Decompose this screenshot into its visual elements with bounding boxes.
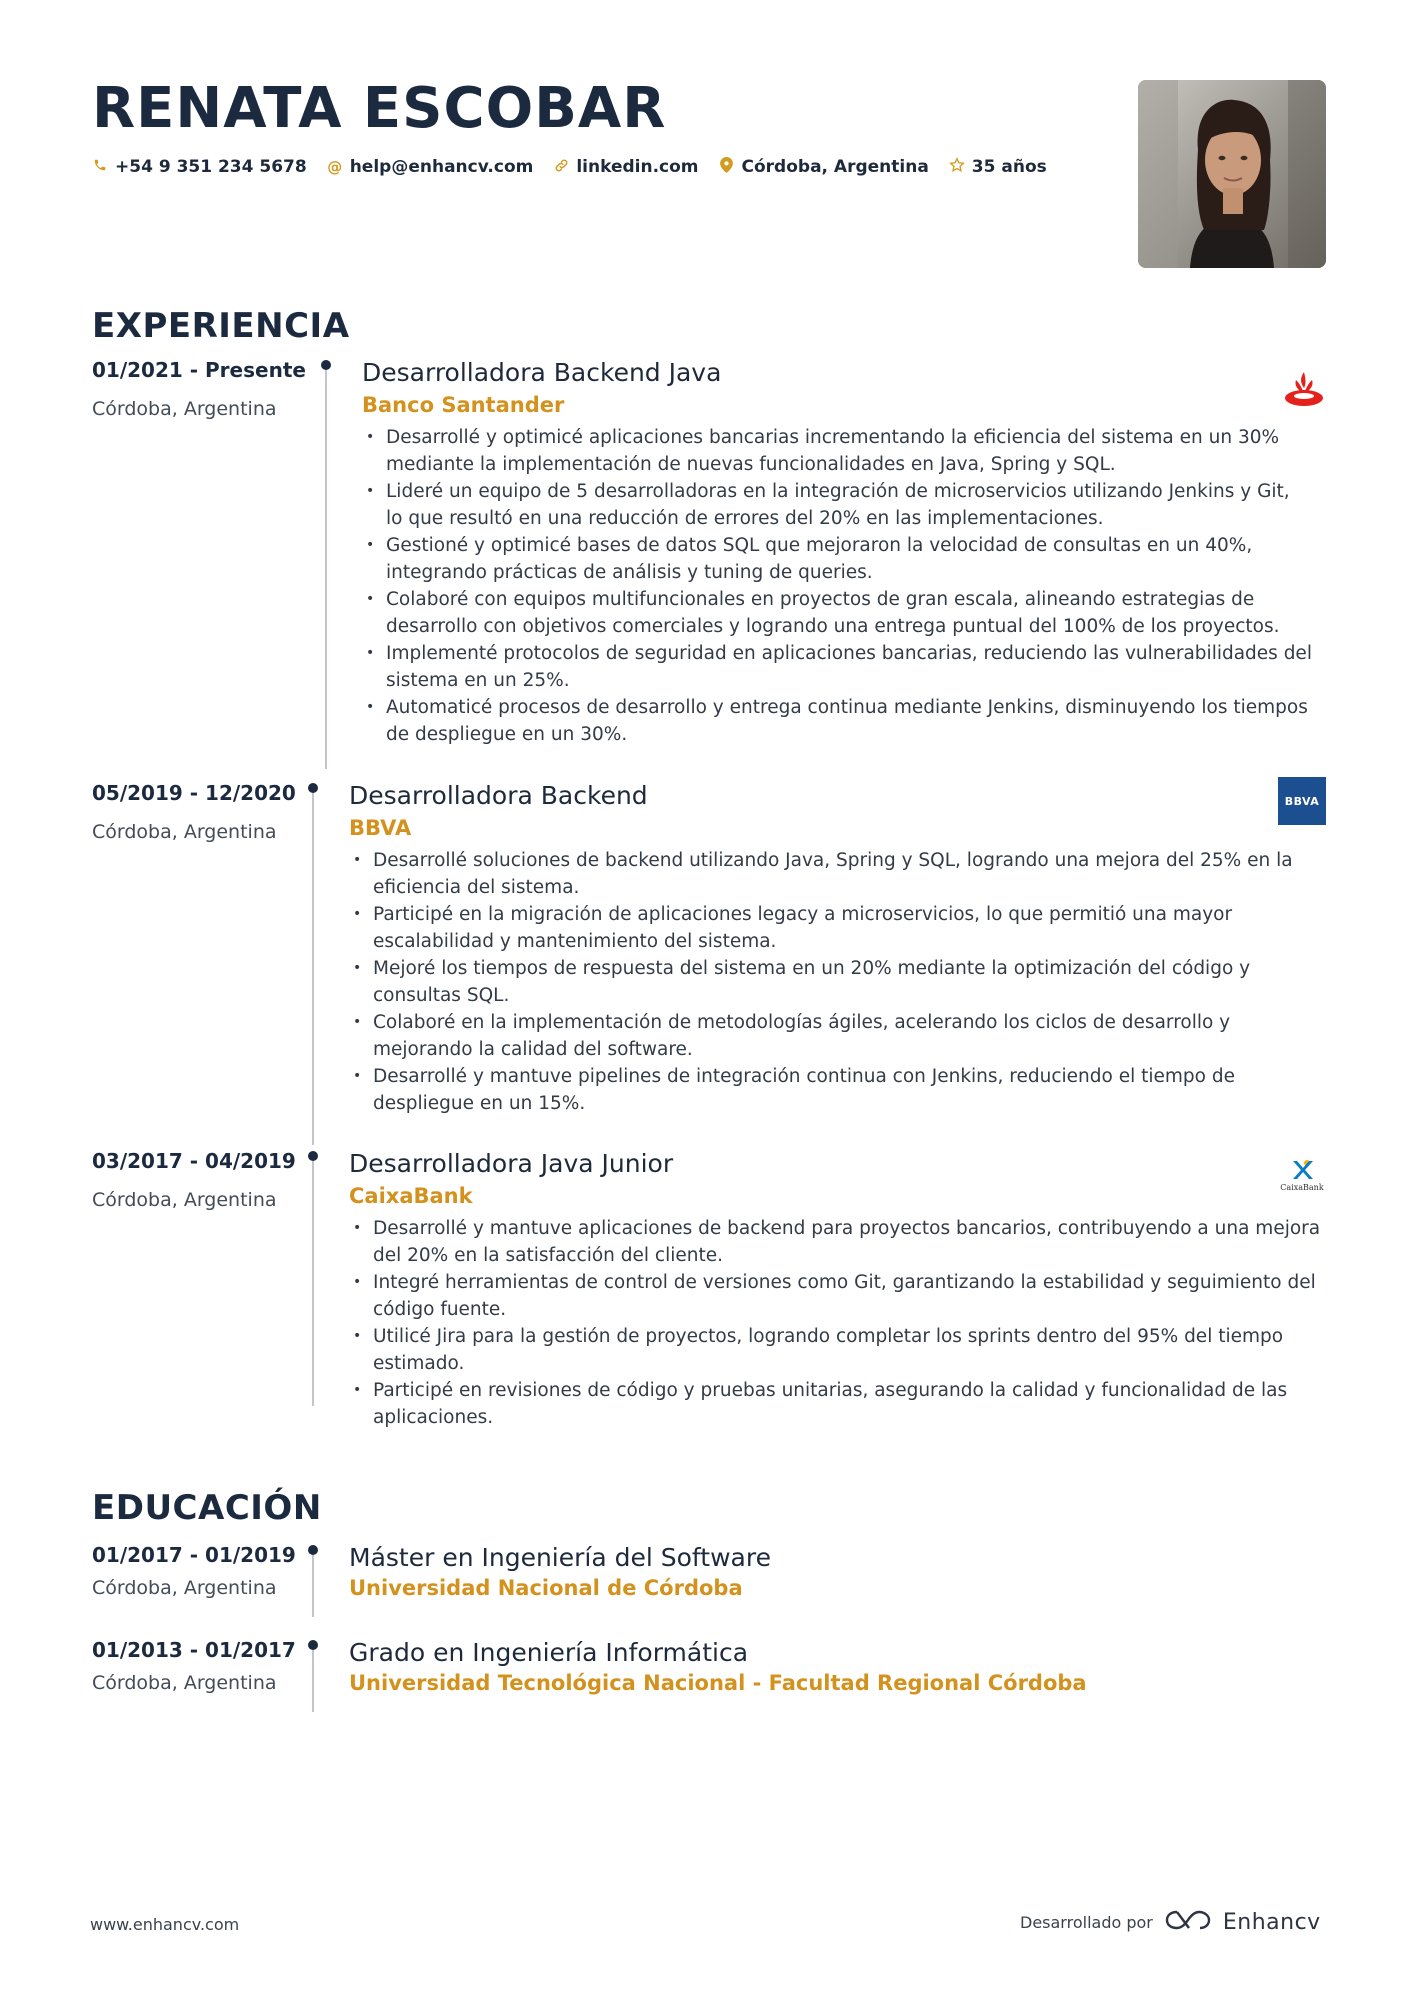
timeline-dot [308, 1151, 318, 1161]
job-location: Córdoba, Argentina [92, 1189, 277, 1211]
bullet-item: • Desarrollé y mantuve pipelines de integración continua con Jenkins, reduciendo el tiempo de despliegue en un 15%. [349, 1063, 1329, 1117]
job-location: Córdoba, Argentina [92, 821, 277, 843]
phone-icon [92, 158, 108, 176]
bullet-item: • Desarrollé y mantuve aplicaciones de backend para proyectos bancarios, contribuyendo a una mejora del 20% en la satisfacción del cliente. [349, 1215, 1329, 1269]
job-role: Desarrolladora Backend [349, 781, 648, 810]
contact-linkedin-text: linkedin.com [576, 157, 699, 177]
education-dates: 01/2017 - 01/2019 [92, 1543, 296, 1567]
location-pin-icon [719, 157, 735, 177]
job-company[interactable]: Banco Santander [362, 393, 565, 417]
education-dates: 01/2013 - 01/2017 [92, 1638, 296, 1662]
education-degree: Grado en Ingeniería Informática [349, 1638, 749, 1667]
timeline-line [312, 793, 314, 1145]
education-degree: Máster en Ingeniería del Software [349, 1543, 771, 1572]
timeline-dot [308, 1640, 318, 1650]
bullet-item: • Automaticé procesos de desarrollo y entrega continua mediante Jenkins, disminuyendo los tiempos de despliegue en un 30%. [362, 694, 1312, 748]
timeline-dot [308, 783, 318, 793]
bullet-item: • Participé en revisiones de código y pruebas unitarias, asegurando la calidad y funcionalidad de las aplicaciones. [349, 1377, 1329, 1431]
job-dates: 01/2021 - Presente [92, 358, 306, 382]
education-school[interactable]: Universidad Nacional de Córdoba [349, 1576, 743, 1600]
education-school[interactable]: Universidad Tecnológica Nacional - Facultad Regional Córdoba [349, 1671, 1087, 1695]
timeline-line [312, 1650, 314, 1712]
job-company[interactable]: CaixaBank [349, 1184, 473, 1208]
candidate-name: RENATA ESCOBAR [92, 76, 667, 141]
contact-linkedin[interactable] [553, 157, 698, 177]
bullet-item: • Colaboré en la implementación de metodologías ágiles, acelerando los ciclos de desarrollo y mejorando la calidad del software. [349, 1009, 1329, 1063]
timeline-line [312, 1555, 314, 1617]
contact-location-text: Córdoba, Argentina [741, 157, 929, 177]
bullet-item: • Desarrollé y optimicé aplicaciones bancarias incrementando la eficiencia del sistema en un 30% mediante la implementación de nuevas funcionalidades en Java, Spring y SQL. [362, 424, 1312, 478]
enhancv-logo-icon [1165, 1908, 1211, 1936]
education-section-title: EDUCACIÓN [92, 1488, 322, 1528]
bullet-item: • Participé en la migración de aplicaciones legacy a microservicios, lo que permitió una mayor escalabilidad y mantenimiento del sistema. [349, 901, 1329, 955]
santander-logo [1282, 368, 1326, 412]
education-location: Córdoba, Argentina [92, 1672, 277, 1694]
footer-website-link[interactable]: www.enhancv.com [90, 1915, 240, 1934]
job-bullets [349, 847, 1329, 1117]
contact-phone[interactable] [92, 157, 307, 177]
bullet-item: • Gestioné y optimicé bases de datos SQL que mejoraron la velocidad de consultas en un 40%, integrando prácticas de análisis y tuning de queries. [362, 532, 1312, 586]
timeline-line [325, 370, 327, 769]
job-location: Córdoba, Argentina [92, 398, 277, 420]
link-icon [553, 158, 569, 177]
education-body [349, 1638, 1329, 1696]
bullet-item: • Desarrollé soluciones de backend utilizando Java, Spring y SQL, logrando una mejora del 25% en la eficiencia del sistema. [349, 847, 1329, 901]
job-bullets [362, 424, 1312, 748]
contact-phone-text: +54 9 351 234 5678 [115, 157, 307, 177]
at-icon: @ [327, 158, 343, 176]
experience-section-title: EXPERIENCIA [92, 306, 350, 346]
job-body [349, 1149, 1329, 1431]
education-body [349, 1543, 1329, 1601]
footer-branding[interactable] [1020, 1908, 1321, 1936]
job-role: Desarrolladora Backend Java [362, 358, 722, 387]
contact-age [949, 157, 1047, 177]
caixabank-logo-text: CaixaBank [1280, 1183, 1324, 1192]
bullet-item: • Implementé protocolos de seguridad en aplicaciones bancarias, reduciendo las vulnerabilidades del sistema en un 25%. [362, 640, 1312, 694]
contact-email[interactable] [327, 157, 534, 177]
footer-powered-by-label: Desarrollado por [1020, 1912, 1153, 1932]
timeline-line [312, 1161, 314, 1406]
job-role: Desarrolladora Java Junior [349, 1149, 674, 1178]
bullet-item: • Utilicé Jira para la gestión de proyectos, logrando completar los sprints dentro del 95% del tiempo estimado. [349, 1323, 1329, 1377]
job-bullets [349, 1215, 1329, 1431]
timeline-dot [321, 360, 331, 370]
contact-age-text: 35 años [971, 157, 1047, 177]
star-icon [949, 157, 965, 177]
enhancv-brand-name: Enhancv [1222, 1909, 1321, 1935]
bbva-logo: BBVA [1278, 777, 1326, 825]
education-location: Córdoba, Argentina [92, 1577, 277, 1599]
bullet-item: • Integré herramientas de control de versiones como Git, garantizando la estabilidad y seguimiento del código fuente. [349, 1269, 1329, 1323]
contact-email-text: help@enhancv.com [349, 157, 534, 177]
profile-photo [1138, 80, 1326, 268]
job-body [349, 781, 1329, 1117]
job-dates: 05/2019 - 12/2020 [92, 781, 296, 805]
caixabank-logo [1280, 1159, 1324, 1192]
job-company[interactable]: BBVA [349, 816, 412, 840]
timeline-dot [308, 1545, 318, 1555]
bullet-item: • Lideré un equipo de 5 desarrolladoras en la integración de microservicios utilizando Jenkins y Git, lo que resultó en una reducción de errores del 20% en las implementaciones. [362, 478, 1312, 532]
bullet-item: • Mejoré los tiempos de respuesta del sistema en un 20% mediante la optimización del código y consultas SQL. [349, 955, 1329, 1009]
bullet-item: • Colaboré con equipos multifuncionales en proyectos de gran escala, alineando estrategias de desarrollo con objetivos comerciales y logrando una entrega puntual del 100% de los proyectos. [362, 586, 1312, 640]
contact-bar [92, 157, 1047, 177]
job-body [362, 358, 1312, 748]
job-dates: 03/2017 - 04/2019 [92, 1149, 296, 1173]
contact-location [719, 157, 929, 177]
